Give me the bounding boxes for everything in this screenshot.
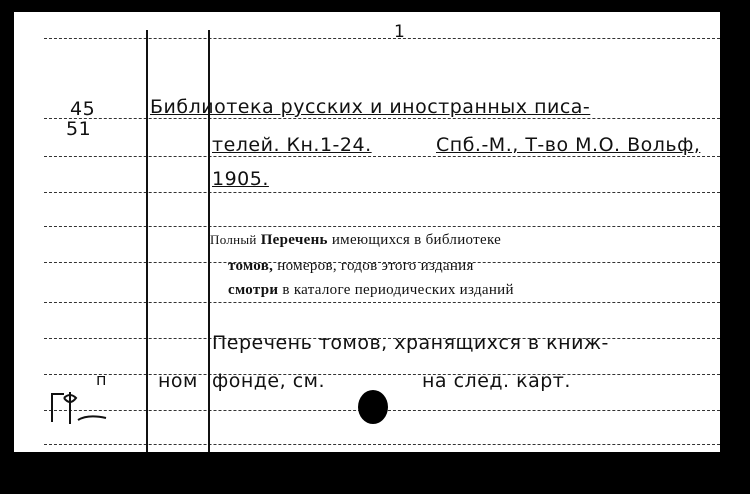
- note-line-2-right: на след. карт.: [422, 370, 571, 392]
- stamp-bold-2: томов,: [228, 258, 274, 274]
- title-line-3: 1905.: [212, 168, 269, 190]
- note-line-1: Перечень томов, хранящихся в книж-: [212, 332, 609, 354]
- stamp-rest-1: имеющихся в библиотеке: [331, 232, 502, 248]
- title-line-1: Библиотека русских и иностранных писа-: [150, 96, 591, 118]
- stamp-rest-3: в каталоге периодических изданий: [282, 282, 514, 298]
- top-mark: 1: [394, 22, 406, 42]
- stamp-prefix: Полный: [210, 232, 257, 247]
- call-number-bottom: 51: [66, 118, 92, 140]
- stamp-line-1: [210, 232, 501, 249]
- stamp-rest-2: номеров, годов этого издания: [277, 258, 474, 274]
- note-line-2-mid: фонде, см.: [212, 370, 326, 392]
- stamp-bold-1: Перечень: [260, 232, 328, 248]
- stamp-bold-3: смотри: [228, 282, 279, 298]
- call-number-top: 45: [70, 98, 96, 120]
- margin-mark: п: [96, 370, 107, 389]
- margin-line-left: [146, 30, 148, 452]
- initials-signature: [48, 384, 118, 435]
- title-line-2: телей. Кн.1-24.: [212, 134, 372, 156]
- catalog-card: [14, 12, 720, 452]
- stamp-line-3: [228, 282, 514, 299]
- note-line-2-left: ном: [158, 370, 198, 392]
- ink-blot: [358, 390, 388, 424]
- title-line-2-publisher: Спб.-М., Т-во М.О. Вольф,: [436, 134, 701, 156]
- stamp-line-2: [228, 258, 474, 275]
